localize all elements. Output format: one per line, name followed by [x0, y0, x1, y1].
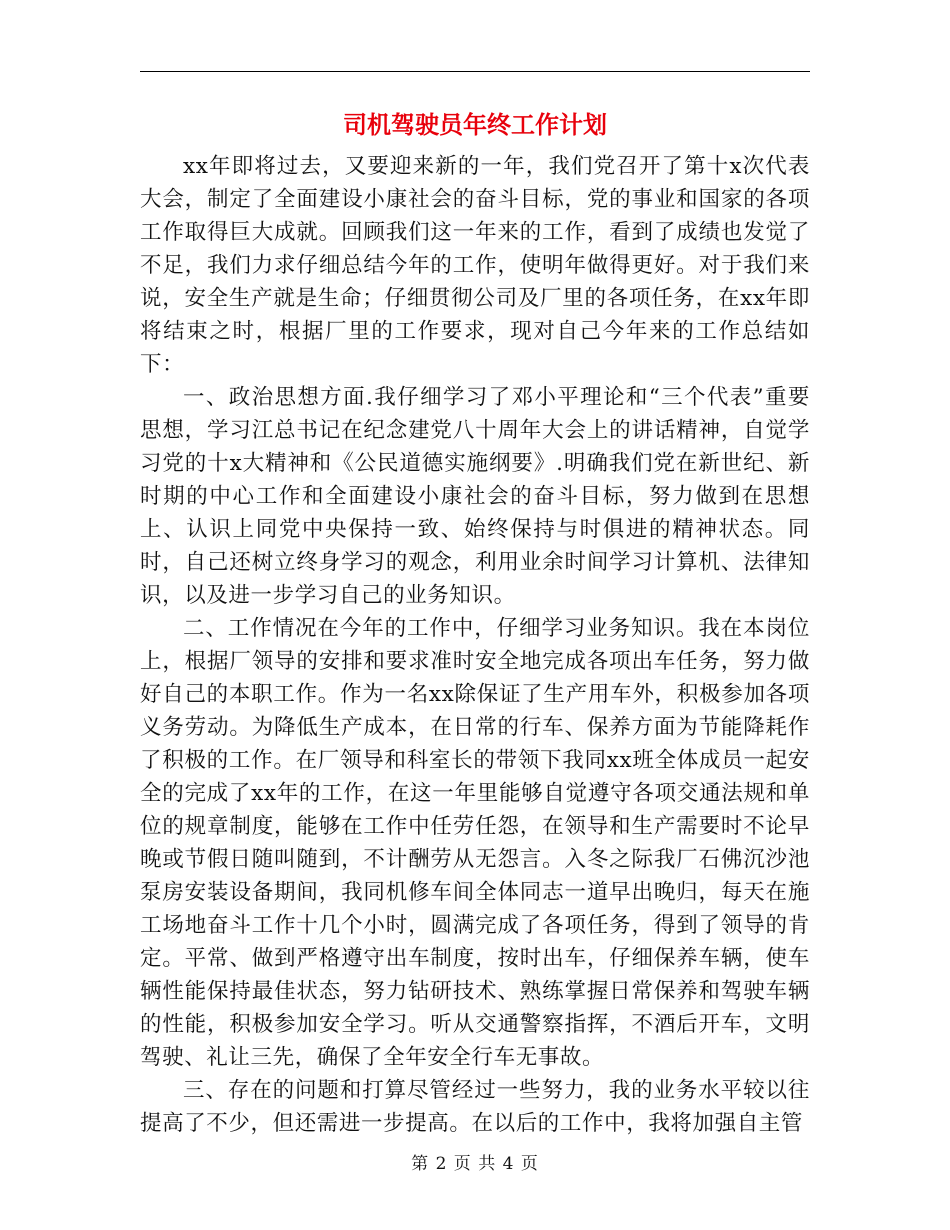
- document-body: [140, 150, 810, 1140]
- document-title: 司机驾驶员年终工作计划: [343, 111, 607, 139]
- paragraph-political-thought: 一、政治思想方面.我仔细学习了邓小平理论和“三个代表”重要思想，学习江总书记在纪念建党八十周年大会上的讲话精神，自觉学习党的十x大精神和《公民道德实施纲要》.明确我们党在新世纪、新时期的中心工作和全面建设小康社会的奋斗目标，努力做到在思想上、认识上同党中央保持一致、始终保持与时俱进的精神状态。同时，自己还树立终身学习的观念，利用业余时间学习计算机、法律知识，以及进一步学习自己的业务知识。: [140, 385, 810, 608]
- paragraph-problems-plans: 三、存在的问题和打算尽管经过一些努力，我的业务水平较以往提高了不少，但还需进一步提高。在以后的工作中，我将加强自主管: [140, 1078, 810, 1136]
- paragraph-work-situation: 二、工作情况在今年的工作中，仔细学习业务知识。我在本岗位上，根据厂领导的安排和要求准时安全地完成各项出车任务，努力做好自己的本职工作。作为一名xx除保证了生产用车外，积极参加各项义务劳动。为降低生产成本，在日常的行车、保养方面为节能降耗作了积极的工作。在厂领导和科室长的带领下我同xx班全体成员一起安全的完成了xx年的工作，在这一年里能够自觉遵守各项交通法规和单位的规章制度，能够在工作中任劳任怨，在领导和生产需要时不论早晚或节假日随叫随到，不计酬劳从无怨言。入冬之际我厂石佛沉沙池泵房安装设备期间，我同机修车间全体同志一道早出晚归，每天在施工场地奋斗工作十几个小时，圆满完成了各项任务，得到了领导的肯定。平常、做到严格遵守出车制度，按时出车，仔细保养车辆，使车辆性能保持最佳状态，努力钻研技术、熟练掌握日常保养和驾驶车辆的性能，积极参加安全学习。听从交通警察指挥，不酒后开车，文明驾驶、礼让三先，确保了全年安全行车无事故。: [140, 616, 810, 1070]
- page-number: 第 2 页 共 4 页: [411, 1154, 539, 1174]
- paragraph-intro: xx年即将过去，又要迎来新的一年，我们党召开了第十x次代表大会，制定了全面建设小康社会的奋斗目标，党的事业和国家的各项工作取得巨大成就。回顾我们这一年来的工作，看到了成绩也发觉了不足，我们力求仔细总结今年的工作，使明年做得更好。对于我们来说，安全生产就是生命；仔细贯彻公司及厂里的各项任务，在xx年即将结束之时，根据厂里的工作要求，现对自己今年来的工作总结如下：: [140, 154, 810, 377]
- header-rule: [140, 71, 810, 72]
